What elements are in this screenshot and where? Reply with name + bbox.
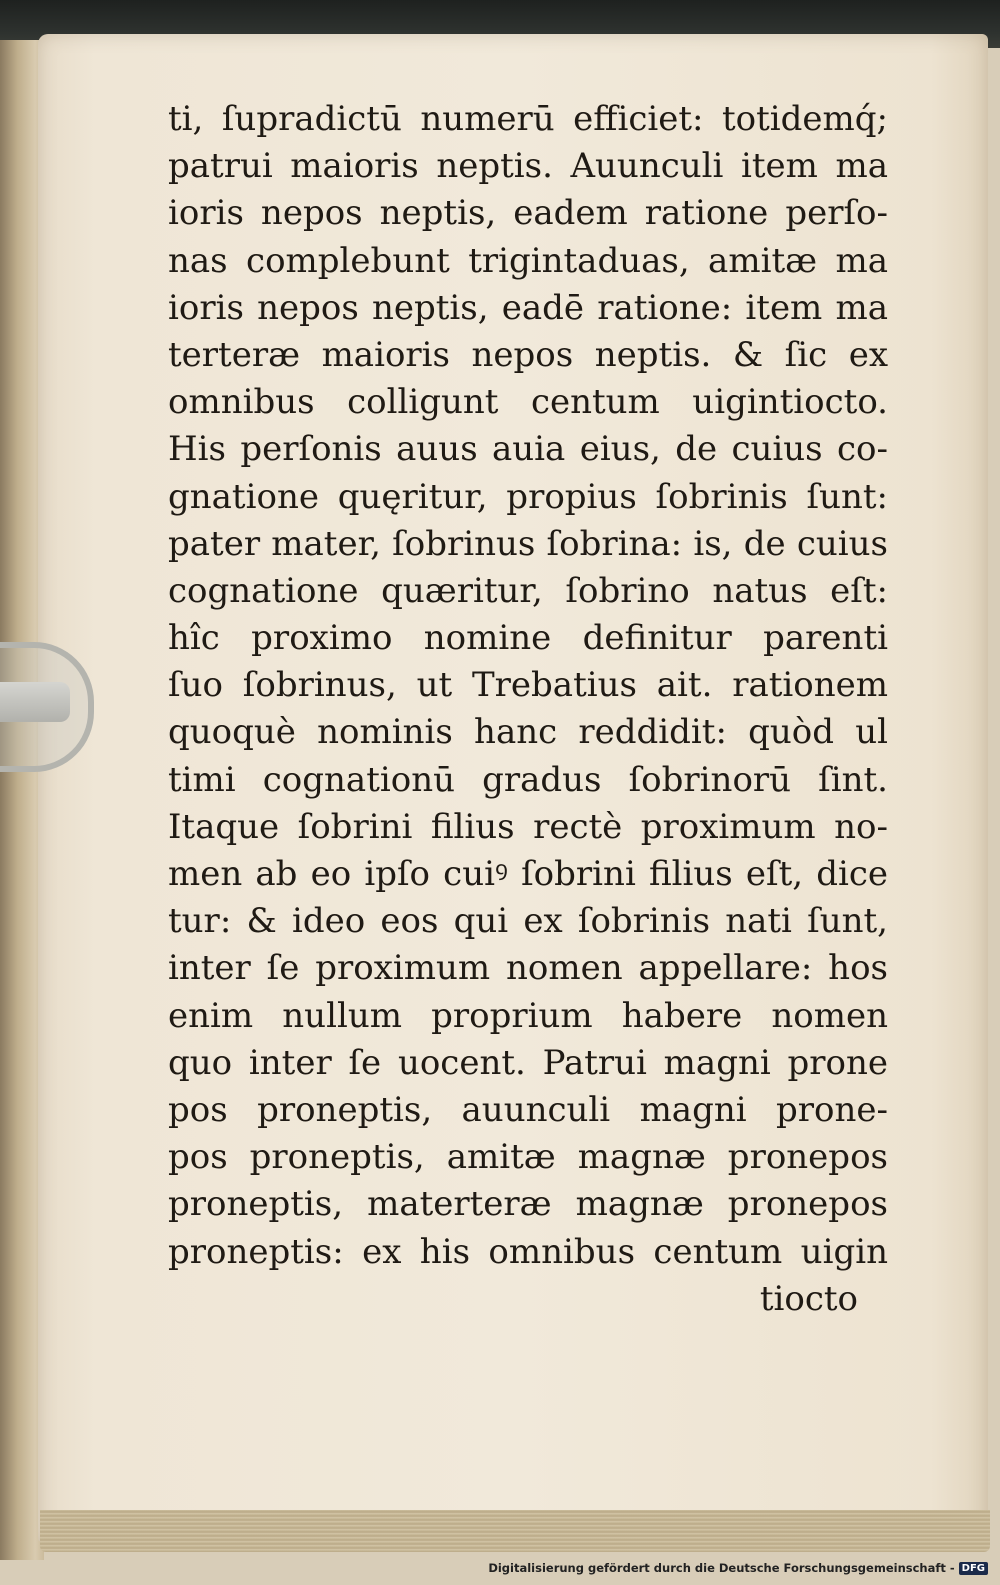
text-line: pos proneptis, amitæ magnæ pronepos <box>168 1137 888 1178</box>
text-line: quo inter ſe uocent. Patrui magni prone <box>168 1042 888 1083</box>
text-line: ioris nepos neptis, eadem ratione perſo- <box>168 193 888 234</box>
text-line: cognatione quæritur, ſobrino natus eſt: <box>168 570 888 611</box>
footer-credit: Digitalisierung gefördert durch die Deutsche Forschungsgemeinschaft - <box>488 1561 955 1575</box>
text-line: terteræ maioris nepos neptis. & ſic ex <box>168 334 888 375</box>
text-line: ſuo ſobrinus, ut Trebatius ait. rationem <box>168 665 888 706</box>
text-line: patrui maioris neptis. Auunculi item ma <box>168 146 888 187</box>
text-line: ioris nepos neptis, eadē ratione: item ma <box>168 287 888 328</box>
text-line: Itaque ſobrini filius rectè proximum no- <box>168 806 888 847</box>
text-line: tur: & ideo eos qui ex ſobrinis nati ſunt, <box>168 901 888 942</box>
text-line: ti, ſupradictū numerū efficiet: totidemq́; <box>168 99 888 139</box>
dfg-logo-icon: DFG <box>959 1562 988 1575</box>
catchword: tiocto <box>759 1278 858 1319</box>
text-line: quoquè nominis hanc reddidit: quòd ul <box>168 712 888 753</box>
text-line: hîc proximo nomine definitur parenti <box>168 618 888 659</box>
text-line: omnibus colligunt centum uigintiocto. <box>168 382 888 423</box>
text-line: gnatione quęritur, propius ſobrinis ſunt: <box>168 476 888 517</box>
text-line: His perſonis auus auia eius, de cuius co- <box>168 429 888 470</box>
page-text <box>168 96 888 1323</box>
text-line: pos proneptis, auunculi magni prone- <box>168 1089 888 1130</box>
text-line: enim nullum proprium habere nomen <box>168 995 888 1036</box>
page-edges <box>40 1510 990 1552</box>
digitization-footer <box>488 1557 988 1579</box>
text-line: pater mater, ſobrinus ſobrina: is, de cuius <box>168 523 888 564</box>
text-line: inter ſe proximum nomen appellare: hos <box>168 948 888 989</box>
text-line: timi cognationū gradus ſobrinorū ſint. <box>168 759 888 800</box>
text-line: proneptis, materteræ magnæ pronepos <box>168 1184 888 1225</box>
text-line: proneptis: ex his omnibus centum uigin <box>168 1231 888 1272</box>
text-line: nas complebunt trigintaduas, amitæ ma <box>168 240 888 281</box>
text-line: men ab eo ipſo cuiꝰ ſobrini filius eſt, dice <box>168 854 888 894</box>
